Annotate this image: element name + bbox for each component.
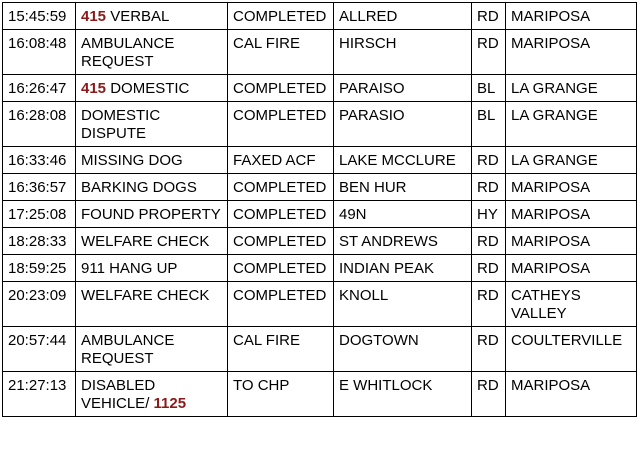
call-location: ST ANDREWS xyxy=(334,228,472,255)
call-time: 15:45:59 xyxy=(3,3,76,30)
table-row xyxy=(3,372,637,417)
call-city: MARIPOSA xyxy=(506,201,637,228)
call-type-text: DOMESTIC xyxy=(106,80,190,97)
table-row xyxy=(3,327,637,372)
call-status: COMPLETED xyxy=(228,282,334,327)
call-time: 21:27:13 xyxy=(3,372,76,417)
call-status: COMPLETED xyxy=(228,201,334,228)
call-city: MARIPOSA xyxy=(506,3,637,30)
call-log-table xyxy=(2,2,637,417)
call-status: FAXED ACF xyxy=(228,147,334,174)
call-city: MARIPOSA xyxy=(506,255,637,282)
call-city: MARIPOSA xyxy=(506,372,637,417)
call-type-text: FOUND PROPERTY xyxy=(81,206,221,223)
call-status: TO CHP xyxy=(228,372,334,417)
call-type xyxy=(76,147,228,174)
call-status: COMPLETED xyxy=(228,102,334,147)
call-type-text: AMBULANCE REQUEST xyxy=(81,332,175,367)
call-type xyxy=(76,174,228,201)
street-suffix: RD xyxy=(472,228,506,255)
call-city: MARIPOSA xyxy=(506,228,637,255)
street-suffix: RD xyxy=(472,3,506,30)
call-type-text: WELFARE CHECK xyxy=(81,233,210,250)
call-city: CATHEYS VALLEY xyxy=(506,282,637,327)
call-status: CAL FIRE xyxy=(228,327,334,372)
call-location: HIRSCH xyxy=(334,30,472,75)
call-location: DOGTOWN xyxy=(334,327,472,372)
call-type xyxy=(76,228,228,255)
call-city: LA GRANGE xyxy=(506,75,637,102)
street-suffix: RD xyxy=(472,30,506,75)
table-row xyxy=(3,102,637,147)
street-suffix: RD xyxy=(472,174,506,201)
table-row xyxy=(3,3,637,30)
call-location: 49N xyxy=(334,201,472,228)
table-row xyxy=(3,282,637,327)
call-time: 16:28:08 xyxy=(3,102,76,147)
call-status: COMPLETED xyxy=(228,228,334,255)
street-suffix: HY xyxy=(472,201,506,228)
call-type xyxy=(76,327,228,372)
call-city: MARIPOSA xyxy=(506,30,637,75)
call-city: COULTERVILLE xyxy=(506,327,637,372)
call-status: COMPLETED xyxy=(228,174,334,201)
call-type-text: 911 HANG UP xyxy=(81,260,178,277)
call-location: BEN HUR xyxy=(334,174,472,201)
call-location: PARAISO xyxy=(334,75,472,102)
table-row xyxy=(3,255,637,282)
call-time: 16:33:46 xyxy=(3,147,76,174)
street-suffix: RD xyxy=(472,255,506,282)
call-status: COMPLETED xyxy=(228,75,334,102)
table-row xyxy=(3,147,637,174)
call-time: 20:57:44 xyxy=(3,327,76,372)
call-type xyxy=(76,3,228,30)
street-suffix: RD xyxy=(472,282,506,327)
call-city: LA GRANGE xyxy=(506,102,637,147)
call-city: LA GRANGE xyxy=(506,147,637,174)
street-suffix: BL xyxy=(472,102,506,147)
call-location: LAKE MCCLURE xyxy=(334,147,472,174)
street-suffix: RD xyxy=(472,372,506,417)
street-suffix: BL xyxy=(472,75,506,102)
call-time: 20:23:09 xyxy=(3,282,76,327)
call-code-suffix: 1125 xyxy=(153,395,187,412)
call-type-text: WELFARE CHECK xyxy=(81,287,210,304)
call-code: 415 xyxy=(81,8,107,25)
call-type xyxy=(76,30,228,75)
call-time: 17:25:08 xyxy=(3,201,76,228)
table-row xyxy=(3,201,637,228)
call-time: 18:28:33 xyxy=(3,228,76,255)
table-row xyxy=(3,228,637,255)
call-type xyxy=(76,201,228,228)
call-city: MARIPOSA xyxy=(506,174,637,201)
call-status: COMPLETED xyxy=(228,3,334,30)
call-type-text: AMBULANCE REQUEST xyxy=(81,35,175,70)
street-suffix: RD xyxy=(472,147,506,174)
call-type-text: DISABLED VEHICLE/ xyxy=(81,377,156,412)
call-type-text: VERBAL xyxy=(106,8,170,25)
call-time: 16:08:48 xyxy=(3,30,76,75)
call-type xyxy=(76,75,228,102)
call-type xyxy=(76,372,228,417)
call-time: 16:26:47 xyxy=(3,75,76,102)
call-type xyxy=(76,102,228,147)
table-row xyxy=(3,75,637,102)
call-log-body xyxy=(3,3,637,417)
call-type-text: DOMESTIC DISPUTE xyxy=(81,107,161,142)
call-location: KNOLL xyxy=(334,282,472,327)
call-time: 16:36:57 xyxy=(3,174,76,201)
call-code: 415 xyxy=(81,80,107,97)
call-type xyxy=(76,282,228,327)
street-suffix: RD xyxy=(472,327,506,372)
call-type-text: MISSING DOG xyxy=(81,152,183,169)
call-status: COMPLETED xyxy=(228,255,334,282)
call-time: 18:59:25 xyxy=(3,255,76,282)
call-status: CAL FIRE xyxy=(228,30,334,75)
call-type-text: BARKING DOGS xyxy=(81,179,197,196)
call-location: ALLRED xyxy=(334,3,472,30)
call-type xyxy=(76,255,228,282)
call-location: PARASIO xyxy=(334,102,472,147)
call-location: INDIAN PEAK xyxy=(334,255,472,282)
table-row xyxy=(3,174,637,201)
call-location: E WHITLOCK xyxy=(334,372,472,417)
table-row xyxy=(3,30,637,75)
